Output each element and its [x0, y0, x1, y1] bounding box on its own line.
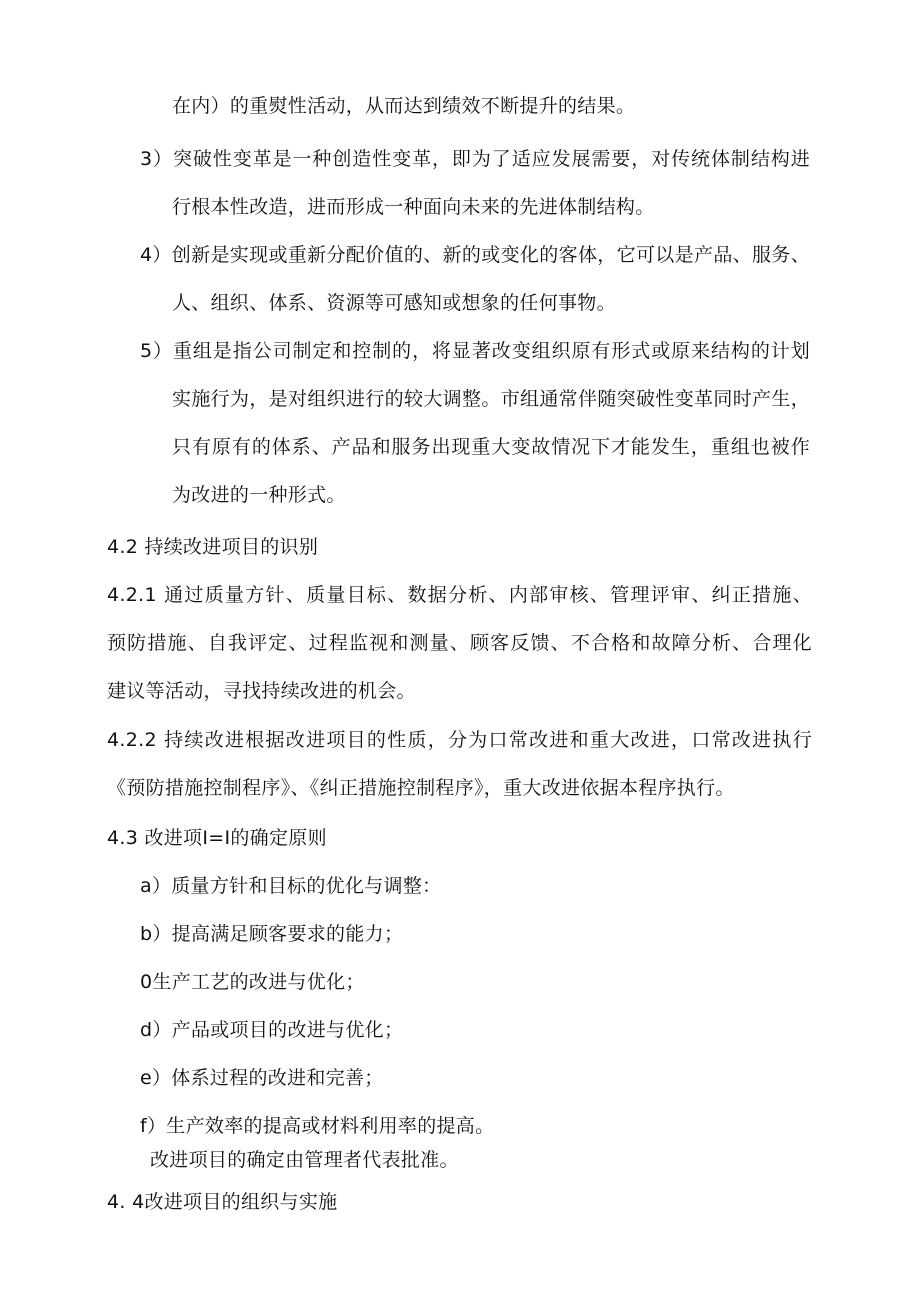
- section-heading-4-2: 4.2 持续改进项目的识别: [107, 536, 319, 558]
- paragraph-4-2-1-line-2: 预防措施、自我评定、过程监视和测量、顾客反馈、不合格和故障分析、合理化: [107, 632, 812, 654]
- list-item-5-line-2: 实施行为，是对组织进行的较大调整。市组通常伴随突破性变革同时产生，: [172, 388, 810, 410]
- list-item-4-line-1: 4）创新是实现或重新分配价值的、新的或变化的客体，它可以是产品、服务、: [140, 244, 810, 266]
- principle-item-d: d）产品或项目的改进与优化；: [140, 1019, 404, 1041]
- principle-item-c: 0生产工艺的改进与优化；: [140, 971, 365, 993]
- paragraph-4-2-2-line-2: 《预防措施控制程序》、《纠正措施控制程序》，重大改进依据本程序执行。: [107, 777, 735, 799]
- principle-item-b: b）提高满足顾客要求的能力；: [140, 923, 404, 945]
- paragraph-4-2-2-line-1: 4.2.2 持续改进根据改进项目的性质，分为口常改进和重大改进，口常改进执行: [107, 729, 812, 751]
- list-item-4-line-2: 人、组织、体系、资源等可感知或想象的任何事物。: [172, 292, 616, 314]
- list-item-3-line-1: 3）突破性变革是一种创造性变革，即为了适应发展需要，对传统体制结构进: [140, 148, 810, 170]
- paragraph-4-2-1-line-1: 4.2.1 通过质量方针、质量目标、数据分析、内部审核、管理评审、纠正措施、: [107, 584, 812, 606]
- list-item-5-line-1: 5）重组是指公司制定和控制的，将显著改变组织原有形式或原来结构的计划: [140, 340, 810, 362]
- paragraph-4-2-1-line-3: 建议等活动，寻找持续改进的机会。: [107, 680, 416, 702]
- principle-item-e: e）体系过程的改进和完善；: [140, 1067, 384, 1089]
- principle-item-a: a）质量方针和目标的优化与调整：: [140, 875, 442, 897]
- text-line-1: 在内）的重熨性活动，从而达到绩效不断提升的结果。: [172, 95, 636, 117]
- list-item-3-line-2: 行根本性改造，进而形成一种面向未来的先进体制结构。: [172, 196, 655, 218]
- principle-item-f: f）生产效率的提高或材料利用率的提高。: [140, 1115, 495, 1137]
- list-item-5-line-4: 为改进的一种形式。: [172, 484, 346, 506]
- approval-note: 改进项目的确定由管理者代表批准。: [150, 1149, 459, 1171]
- section-heading-4-3: 4.3 改进项I=I的确定原则: [107, 827, 327, 849]
- section-heading-4-4: 4. 4改进项目的组织与实施: [107, 1191, 338, 1213]
- list-item-5-line-3: 只有原有的体系、产品和服务出现重大变故情况下才能发生，重组也被作: [172, 436, 810, 458]
